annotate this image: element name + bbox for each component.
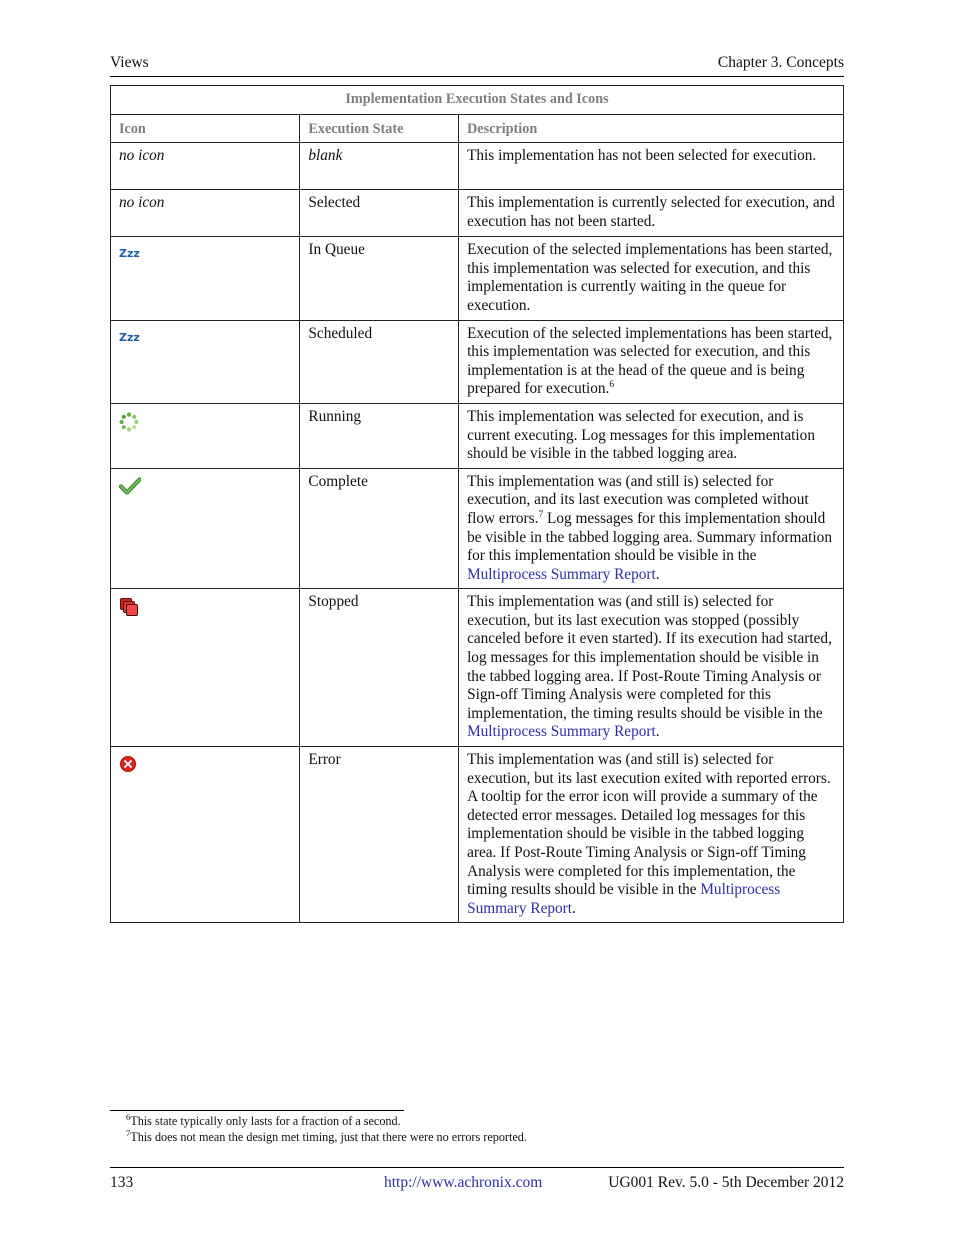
chapter-title: Chapter 3. Concepts (717, 54, 844, 71)
icon-cell (111, 143, 300, 190)
running-spinner-icon (119, 412, 139, 438)
zzz-icon: Zzz (119, 330, 140, 344)
description-text: This implementation was (and still is) selected for execution, but its last execution was stopped (possibly canceled before it even started). If its execution had started, log messages for this implementation should be visible in the tabbed logging area. If Post-Route Timing Analysis or Sign-off Timing Analysis were completed for this implementation, the timing results should be visible in the (467, 593, 832, 722)
state-cell (300, 237, 459, 320)
state-label: Stopped (308, 593, 359, 611)
description-cell (459, 237, 844, 320)
description-cell (459, 403, 844, 468)
description-cell (459, 468, 844, 589)
description-text: This implementation was (and still is) selected for execution, but its last execution exited with reported errors. A tooltip for the error icon will provide a summary of the detected error messages. Detailed log messages for this implementation should be visible in the tabbed logging area. If Post-Route Timing Analysis or Sign-off Timing Analysis were completed for this implementation, the timing results should be visible in the (467, 751, 831, 899)
table-row (111, 589, 844, 747)
footnote-mark: 6 (126, 1111, 131, 1122)
footnote-ref: 6 (609, 380, 615, 391)
footnotes (126, 1111, 527, 1145)
state-label: Scheduled (308, 324, 373, 342)
state-cell (300, 589, 459, 747)
footnote-rule (110, 1110, 404, 1111)
table-row (111, 468, 844, 589)
icon-cell (111, 589, 300, 747)
multiprocess-summary-report-link[interactable]: Multiprocess Summary Report (467, 881, 781, 917)
state-cell (300, 320, 459, 403)
description-text: Execution of the selected implementations has been started, this implementation was selected for execution, and this implementation is currently waiting in the queue for execution. (467, 241, 833, 314)
state-label: In Queue (308, 241, 365, 259)
icon-cell (111, 747, 300, 923)
description-text: This implementation was (and still is) selected for execution, and its last execution was completed without flow errors. (467, 472, 809, 527)
description-text: . (572, 899, 576, 917)
table-row (111, 143, 844, 190)
state-label: Complete (308, 472, 368, 490)
icon-cell (111, 468, 300, 589)
state-cell (300, 468, 459, 589)
zzz-icon: Zzz (119, 247, 140, 261)
icon-cell (111, 403, 300, 468)
state-label: Running (308, 407, 362, 425)
description-cell (459, 320, 844, 403)
footnote-text: This does not mean the design met timing, just that there were no errors reported. (130, 1129, 527, 1144)
footnote-text: This state typically only lasts for a fraction of a second. (130, 1114, 401, 1128)
footnote-ref: 7 (538, 509, 544, 520)
table-row (111, 190, 844, 237)
state-label: Error (308, 751, 341, 769)
table-row (111, 747, 844, 923)
description-text: Log messages for this implementation should be visible in the tabbed logging area. Summary information for this implementation should be visible in the (467, 509, 832, 565)
multiprocess-summary-report-link[interactable]: Multiprocess Summary Report (467, 565, 656, 583)
page-number: 133 (110, 1174, 134, 1191)
icon-cell (111, 190, 300, 237)
achronix-url-link[interactable]: http://www.achronix.com (384, 1174, 543, 1191)
document-revision: UG001 Rev. 5.0 - 5th December 2012 (608, 1174, 844, 1191)
column-header-icon: Icon (111, 114, 300, 143)
description-cell (459, 589, 844, 747)
description-cell (459, 143, 844, 190)
state-cell (300, 403, 459, 468)
footnote-mark: 7 (126, 1127, 131, 1138)
footnote (126, 1111, 527, 1130)
no-icon-label: no icon (119, 194, 165, 212)
table-row (111, 320, 844, 403)
table-row (111, 237, 844, 320)
running-footer (110, 1167, 844, 1192)
multiprocess-summary-report-link[interactable]: Multiprocess Summary Report (467, 723, 656, 741)
state-label: blank (308, 147, 343, 165)
description-text: . (655, 565, 660, 583)
state-label: Selected (308, 194, 361, 212)
error-icon (119, 755, 137, 779)
icon-cell (111, 237, 300, 320)
stopped-icon (119, 597, 139, 623)
description-cell (459, 747, 844, 923)
icon-cell (111, 320, 300, 403)
description-text: This implementation has not been selected for execution. (467, 147, 817, 165)
description-cell (459, 190, 844, 237)
footnote (126, 1127, 527, 1146)
checkmark-icon (119, 477, 141, 501)
state-cell (300, 747, 459, 923)
description-text: Execution of the selected implementations has been started, this implementation was selected for execution, and this implementation is at the head of the queue and is being prepared for execution. (467, 324, 833, 398)
no-icon-label: no icon (119, 147, 165, 165)
state-cell (300, 190, 459, 237)
table-row (111, 403, 844, 468)
execution-states-table (110, 85, 844, 923)
description-text: This implementation is currently selected for execution, and execution has not been started. (467, 194, 835, 230)
column-header-description: Description (459, 114, 844, 143)
state-cell (300, 143, 459, 190)
table-caption: Implementation Execution States and Icons (111, 86, 844, 115)
description-text: . (655, 723, 660, 741)
running-header (110, 54, 844, 77)
description-text: This implementation was selected for execution, and is current executing. Log messages for this implementation should be visible in the tabbed logging area. (467, 407, 815, 463)
section-title: Views (110, 54, 149, 71)
column-header-state: Execution State (300, 114, 459, 143)
